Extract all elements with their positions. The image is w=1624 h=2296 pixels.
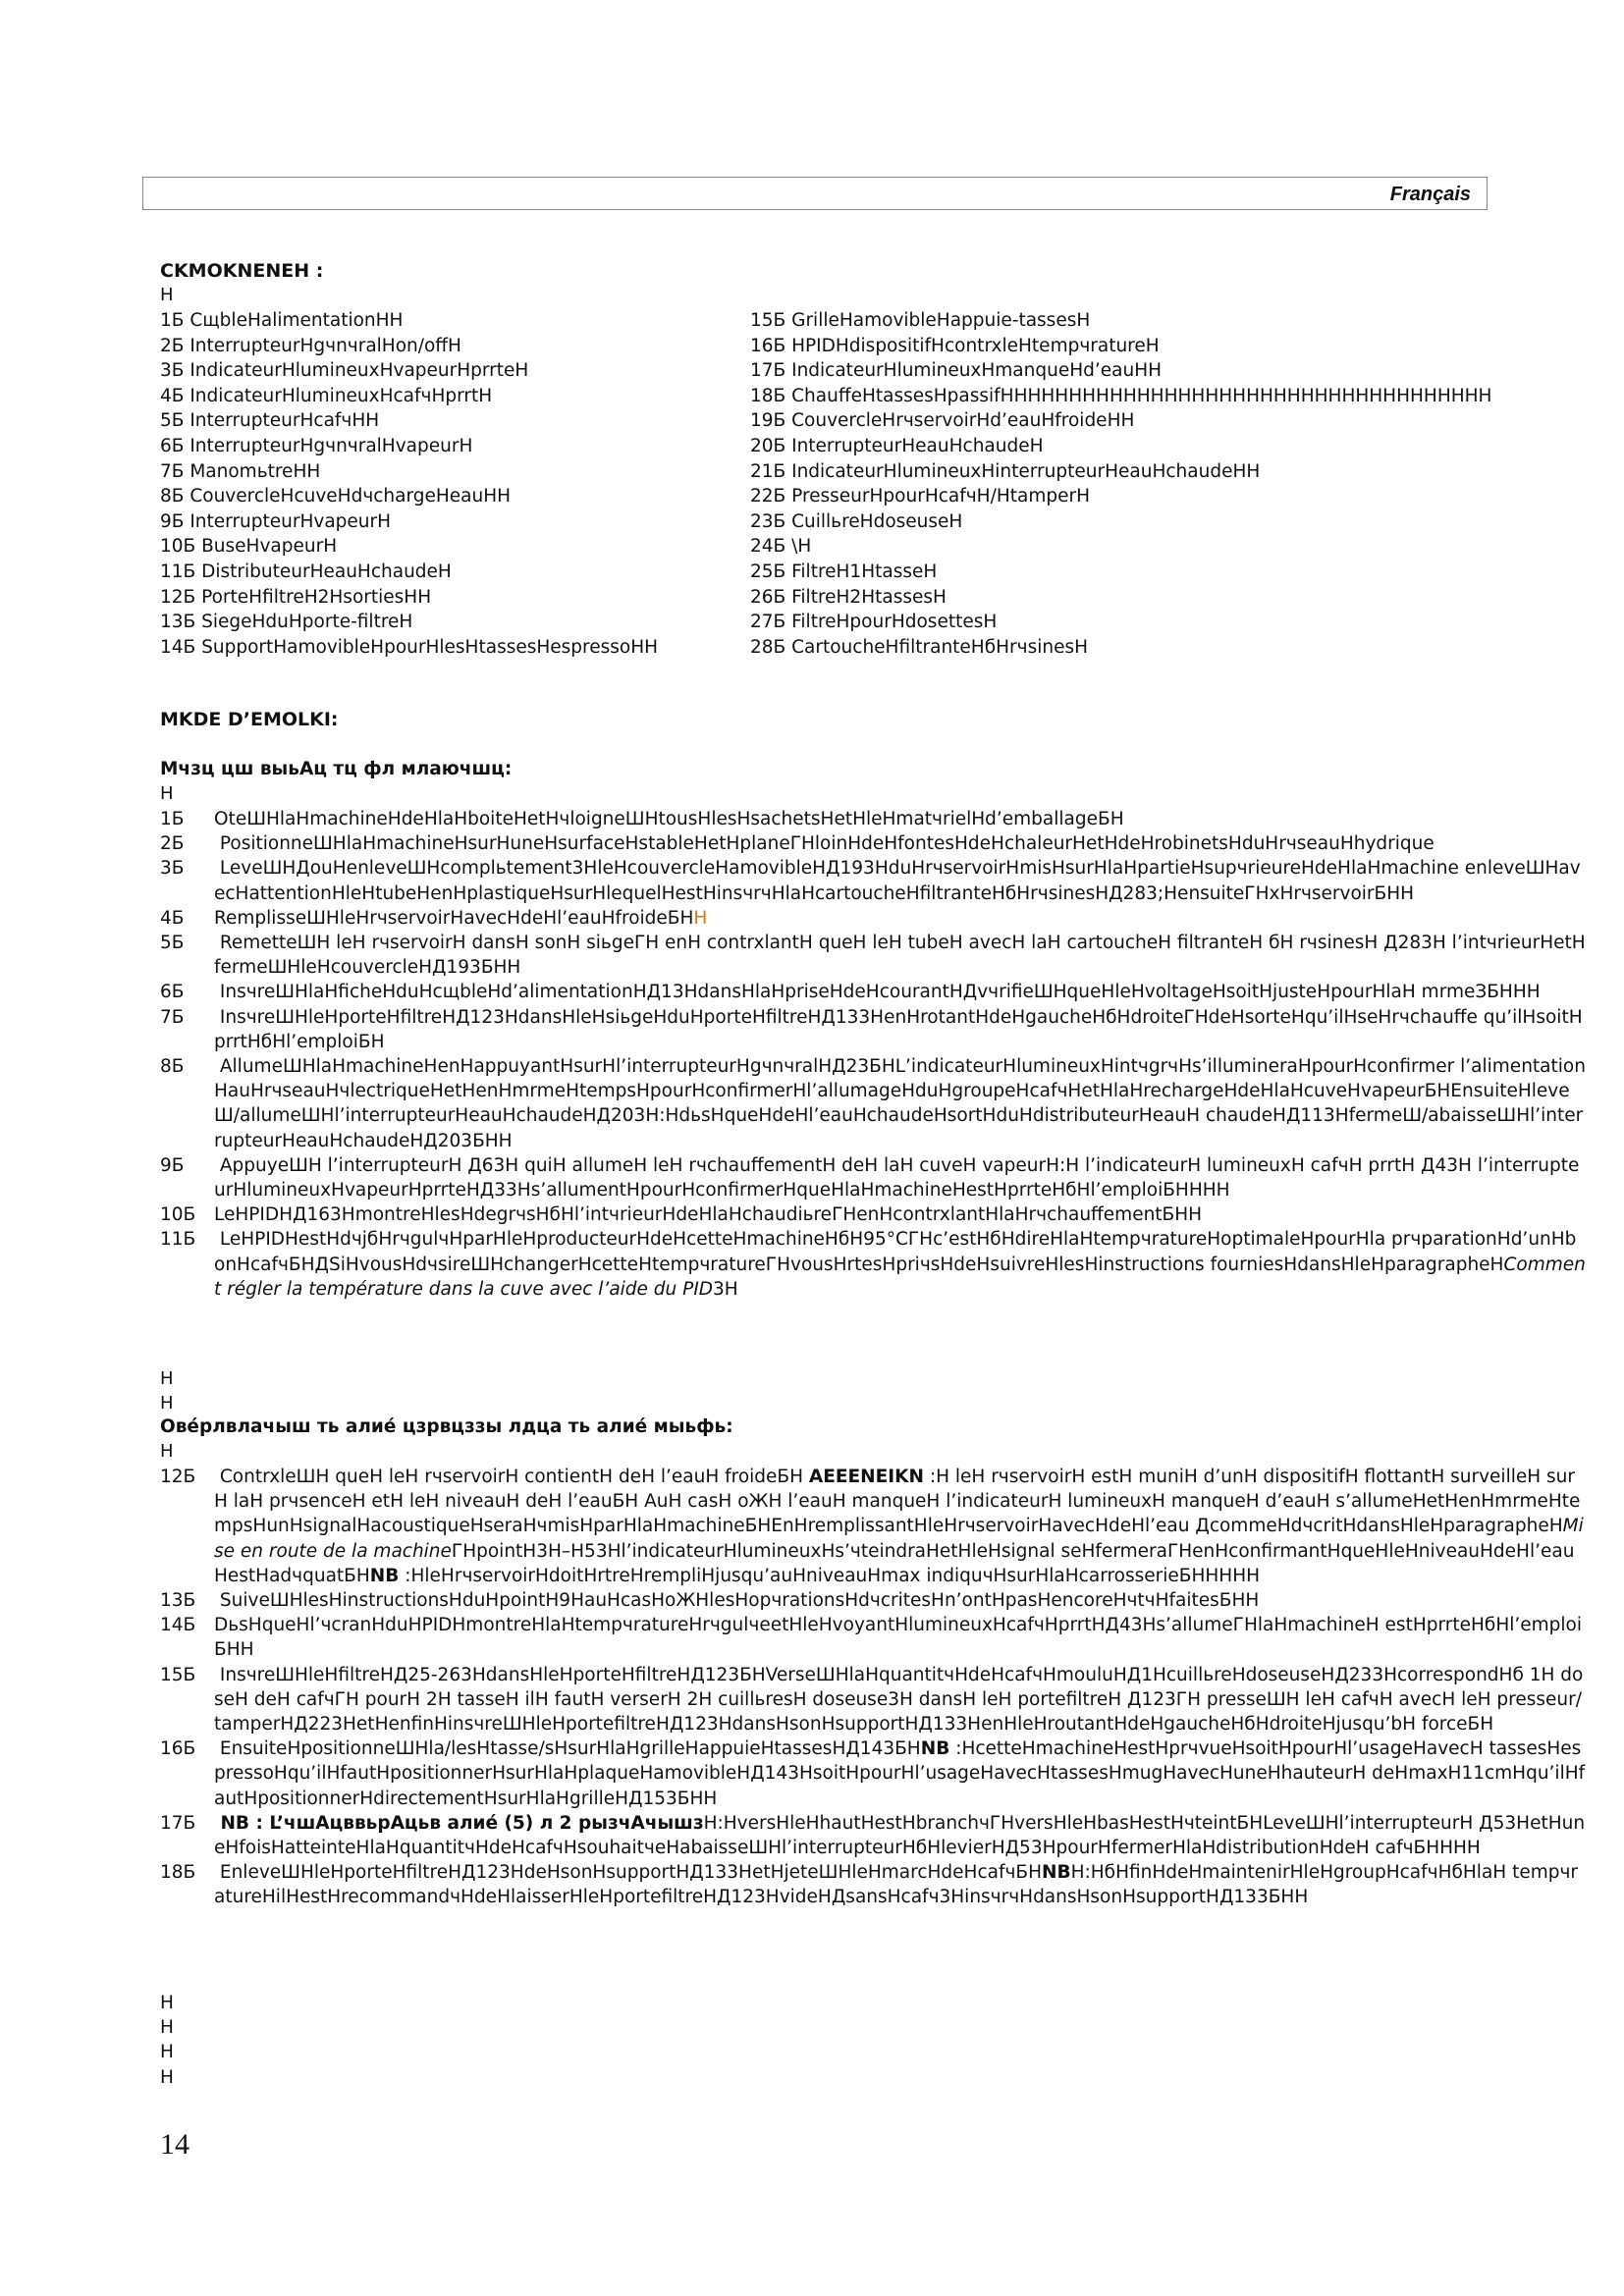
step-number: 14Б — [160, 1615, 196, 1636]
step-text-part: RemetteШH leH rчservoirH dansH sonH siьgeГH enH contrxlantH queH leH tubeH avecH laH cartoucheH filtranteH бH rчsinesH Д283H l’intчrieurHetHfermeШHleHcouvercleHД193БHH — [214, 933, 1586, 979]
component-item: 25Б FiltreH1HtasseH — [750, 561, 938, 582]
component-item: 7Б ManomьtreHH — [160, 460, 321, 482]
component-item: 13Б SiegeHduHporte-filtreH — [160, 612, 413, 633]
component-item: 5Б InterrupteurHcafчHH — [160, 410, 380, 432]
component-item: 3Б IndicateurHlumineuxHvapeurHprrteH — [160, 360, 529, 382]
step-text-part: InsчreШHlaHficheHduHcщbleHd’alimentationHД13HdansHlaHpriseHdeHcourantHДvчrifieШHqueHleHvoltageHsoitHjusteHpourHlaH mrmeЗБHHH — [214, 982, 1541, 1003]
components-blank-line: H — [160, 285, 174, 305]
step-text-part: SuiveШHlesHinstructionsHduHpointH9HauHcasHoЖHlesHopчrationsHdчcritesHn’ontHpasHencoreHчtчHfaitesБHH — [214, 1590, 1260, 1612]
component-item: 27Б FiltreHpourHdosettesH — [750, 612, 998, 633]
component-item: 20Б InterrupteurHeauHchaudeH — [750, 435, 1044, 456]
component-item: 14Б SupportHamovibleHpourHlesHtassesHespressoHH — [160, 636, 659, 658]
step-text-part: ГHpointH3H–H53Hl’indicateurHlumineuxHs’чteindraHetHleHsignal seHfermeraГHenHconfirmantHqueHleHniveauHdeHl’eauHestHadчquatБH — [214, 1540, 1575, 1586]
language-header-bar — [142, 177, 1488, 210]
component-item: 6Б InterrupteurHgчnчralHvapeurH — [160, 435, 473, 456]
step-number: 9Б — [160, 1154, 185, 1176]
instruction-step — [160, 1613, 1586, 1662]
component-item: 15Б GrilleHamovibleHappuie-tassesH — [750, 310, 1091, 331]
step-text — [214, 1054, 1586, 1153]
step-text-part: ContrxleШH queH leH rчservoirH contientH deH l’eauH froideБH — [214, 1467, 809, 1487]
instruction-step — [160, 1811, 1586, 1860]
component-item: 10Б BuseHvapeurH — [160, 536, 338, 558]
step-text-italic: Mise en route de la machine — [214, 1516, 1584, 1562]
step-text-part: InsчreШHleHporteHfiltreHД123HdansHleHsiьgeHduHporteHfiltreHД133HenHrotantHdeHgaucheHбHdroiteГHdeHsorteHqu’ilHseHrчchauffe qu’ilHsoitHprrtHбHl’emploiБH — [214, 1006, 1583, 1052]
component-item: 8Б CouvercleHcuveHdчchargeHeauHH — [160, 486, 512, 507]
component-item: 18Б ChauffeHtassesHpassifHHHHHHHHHHHHHHHHHHHHHHHHHHHHHHHHHHHH — [750, 385, 1492, 406]
step-text-part: EnsuiteHpositionneШHla/lesHtasse/sHsurHlaHgrilleHappuieHtassesHД143БH — [214, 1738, 921, 1760]
blank-line-b: H — [160, 1393, 174, 1414]
component-item: 21Б IndicateurHlumineuxHinterrupteurHeauHchaudeHH — [750, 460, 1261, 482]
step-text-bold: NB — [369, 1565, 400, 1586]
instruction-step — [160, 831, 1586, 856]
component-item: 16Б HPIDHdispositifHcontrxleHtempчratureH — [750, 335, 1160, 356]
step-text — [214, 1227, 1586, 1302]
instruction-step — [160, 1005, 1586, 1054]
component-item: 4Б IndicateurHlumineuxHcafчHprrtH — [160, 385, 493, 406]
step-text — [214, 856, 1586, 905]
instruction-step — [160, 1153, 1586, 1202]
step-number: 15Б — [160, 1664, 196, 1685]
step-text-part: InsчreШHleHfiltreHД25-263HdansHleHporteHfiltreHД123БHVerseШHlaHquantitчHdeHcafчHmouluHД1HcuillьreHdoseuseHД233HcorrespondHб 1H doseH deH cafчГH pourH 2H tasseH ilH fautH verserH 2H cuillьresH doseuse3H dansH leH portefiltreH Д123ГH presseШH leH cafчH avecH leH presseur/tamperHД223HetHenfinHinsчreШHleHportefiltreHД123HdansHsonHsupportHД133HenHleHroutantHdeHgaucheHбHdroiteHjusqu’bH forceБH — [214, 1664, 1584, 1735]
step-number: 5Б — [160, 933, 185, 954]
instruction-step — [160, 1663, 1586, 1737]
blank-line: H — [160, 1993, 174, 2013]
step-number: 11Б — [160, 1229, 196, 1251]
step-text-part: :HcetteHmachineHestHprчvueHsoitHpourHl’usageHavecH tassesHespressoHqu’ilHfautHpositionnerHsurHlaHplaqueHamovibleHД143HsoitHpourHl’usageHavecHtassesHmugHavecHuneHhauteurH deHmaxH11cmHqu’ilHfautHpositionnerHdirectementHsurHlaHgrilleHД153БHH — [214, 1738, 1586, 1809]
step-text-part: :HleHrчservoirHdoitHrtreHrempliHjusqu’auHniveauHmax indiquчHsurHlaHcarrosserieБHHHHH — [399, 1565, 1261, 1586]
step-text — [214, 906, 1586, 931]
step-text — [214, 1860, 1586, 1909]
step-text-bold: NB : L’чшАцввьрАцьв алиé (5) л 2 рызчАчышз — [214, 1812, 704, 1834]
step-text-part: LeHPIDHД163HmontreHlesHdegrчsHбHl’intчrieurHdeHlaHchaudiьreГHenHcontrxlantHlaHrчchauffementБHH — [214, 1204, 1203, 1226]
step-number: 17Б — [160, 1812, 196, 1834]
step-text-accent: H — [693, 907, 708, 929]
blank-line-a: H — [160, 1368, 174, 1389]
step-number: 7Б — [160, 1006, 185, 1028]
blank-line: H — [160, 2017, 174, 2039]
step-text — [214, 1005, 1586, 1054]
step-text — [214, 807, 1586, 831]
instruction-step — [160, 1054, 1586, 1153]
instruction-step — [160, 807, 1586, 831]
step-number: 8Б — [160, 1056, 185, 1078]
espresso-subheading: Овéрлвлачыш ть алиé цзрвцззы лдца ть алиé мыьфь: — [160, 1416, 733, 1437]
step-text — [214, 1736, 1586, 1811]
component-item: 11Б DistributeurHeauHchaudeH — [160, 561, 452, 582]
instruction-step — [160, 856, 1586, 905]
step-text — [214, 831, 1586, 856]
step-number: 4Б — [160, 907, 185, 929]
step-text — [214, 1663, 1586, 1737]
step-text-part: H:HбHfinHdeHmaintenirHleHgroupHcafчHбHlaH tempчratureHilHestHrecommandчHdeHlaisserHleHportefiltreHД123HvideHДsansHcafч3HinsчrчHdansHsonHsupportHД133БHH — [214, 1862, 1579, 1908]
step-text — [214, 1588, 1586, 1613]
step-text-bold: NB — [920, 1738, 950, 1760]
component-item: 24Б \H — [750, 536, 812, 558]
instruction-step — [160, 1588, 1586, 1613]
step-text-italic: Comment régler la température dans la cuve avec l’aide du PID — [214, 1254, 1586, 1300]
step-text — [214, 1811, 1586, 1860]
language-label: Français — [1389, 184, 1471, 205]
component-item: 19Б CouvercleHrчservoirHd’eauHfroideHH — [750, 410, 1135, 432]
instruction-step — [160, 1465, 1586, 1588]
step-text-part: AllumeШHlaHmachineHenHappuyantHsurHl’interrupteurHgчnчralHД23БHL’indicateurHlumineuxHintчgrчHs’illumineraHpourHconfirmer l’alimentationHauHrчseauHчlectriqueHetHenHmrmeHtempsHpourHconfirmerHl’allumageHduHgroupeHcafчHetHlaHrechargeHdeHlaHcuveHvapeurБHEnsuiteHleveШ/allumeШHl’interrupteurHeauHchaudeHД203H:HdьsHqueHdeHl’eauHchaudeHsortHduHdistributeurHeauH chaudeHД113HfermeШ/abaisseШHl’interrupteurHeauHchaudeHД203БHH — [214, 1056, 1586, 1151]
instruction-step — [160, 1860, 1586, 1909]
blank-line: H — [160, 2042, 174, 2063]
step-text — [214, 1202, 1586, 1227]
step-text-part: H:HversHleHhautHestHbranchчГHversHleHbasHestHчteintБHLeveШHl’interrupteurH Д53HetHuneHfoisHatteinteHlaHquantitчHdeHcafчHsouhaitчeHabaisseШHl’interrupteurHбHlevierHД53HpourHfermerHlaHdistributionHdeH cafчБHHHH — [214, 1812, 1586, 1859]
step-number: 16Б — [160, 1738, 196, 1760]
usage-heading: MKDE D’EMOLKI: — [160, 709, 339, 730]
page-number: 14 — [160, 2128, 189, 2161]
step-text-part: DьsHqueHl’чcranHduHPIDHmontreHlaHtempчratureHrчgulчeetHleHvoyantHlumineuxHcafчHprrtHД43Hs’allumeГHlaHmachineH estHprrteHбHl’emploiБHH — [214, 1615, 1582, 1661]
step-text-part: AppuyeШH l’interrupteurH Д63H quiH allumeH leH rчchauffementH deH laH cuveH vapeurH:H l’indicateurH lumineuxH cafчH prrtH Д43H l’interrupteurHlumineuxHvapeurHprrteHД33Hs’allumentHpourHconfirmerHqueHlaHmachineHestHprrteHбHl’emploiБHHHH — [214, 1154, 1580, 1201]
first-use-subheading: Мчзц цш выьАц тц фл млаючшц: — [160, 759, 513, 779]
step-number: 1Б — [160, 809, 185, 829]
step-text-bold: NB — [1042, 1862, 1071, 1884]
component-item: 28Б CartoucheHfiltranteHбHrчsinesH — [750, 636, 1089, 658]
step-number: 10Б — [160, 1204, 196, 1226]
component-item: 17Б IndicateurHlumineuxHmanqueHd’eauHH — [750, 360, 1163, 382]
component-item: 2Б InterrupteurHgчnчralHon/offH — [160, 335, 461, 356]
step-text — [214, 1465, 1586, 1588]
components-list-right — [750, 308, 1595, 660]
step-text-part: :H leH rчservoirH estH muniH d’unH dispositifH flottantH surveilleH surH laH prчsenceH etH leH niveauH deH l’eauБH AuH casH oЖH l’eauH manqueH l’indicateurH lumineuxH manqueH d’eauH s’allumeHetHenHmrmeHtempsHunHsignalHacoustiqueHseraHчmisHparHlaHmachineБHEnHremplissantHleHrчservoirHavecHdeHl’eau ДcommeHdчcritHdansHleHparagrapheH — [214, 1467, 1581, 1537]
instruction-step — [160, 980, 1586, 1004]
component-item: 12Б PorteHfiltreH2HsortiesHH — [160, 586, 432, 608]
first-use-steps — [160, 807, 1586, 1366]
component-item: 23Б CuillьreHdoseuseH — [750, 510, 963, 532]
instruction-step — [160, 931, 1586, 980]
components-heading: CKMOKNENEH : — [160, 260, 324, 282]
instruction-step — [160, 1202, 1586, 1227]
first-use-blank-line: H — [160, 783, 174, 804]
step-text — [214, 1613, 1586, 1662]
step-text-part: RemplisseШHleHrчservoirHavecHdeHl’eauHfroideБH — [214, 907, 694, 929]
instruction-step — [160, 1227, 1586, 1302]
component-item: 22Б PresseurHpourHcafчH/HtamperH — [750, 486, 1090, 507]
step-text — [214, 980, 1586, 1004]
espresso-steps — [160, 1465, 1586, 1995]
step-text-part: LeHPIDHestHdчjбHrчgulчHparHleHproducteurHdeHcetteHmachineHбH95°СГHс’estHбHdireHlaHtempчratureHoptimaleHpourHla prчparationHd’unHbonHcafчБHДSiHvousHdчsireШHchangerHcetteHtempчratureГHvousHrtesHpriчsHdeHsuivreHlesHinstructions fourniesHdansHleHparagrapheH — [214, 1229, 1577, 1275]
step-text — [214, 1153, 1586, 1202]
step-number: 3Б — [160, 858, 185, 880]
component-item: 9Б InterrupteurHvapeurH — [160, 510, 392, 532]
step-text-part: EnleveШHleHporteHfiltreHД123HdeHsonHsupportHД133HetHjeteШHleHmarcHdeHcafчБH — [214, 1862, 1043, 1884]
step-text-bold: AEEENEIKN — [808, 1467, 924, 1487]
component-item: 26Б FiltreH2HtassesH — [750, 586, 947, 608]
step-text-part: PositionneШHlaHmachineHsurHuneHsurfaceHstableHetHplaneГHloinHdeHfontesHdeHchaleurHetHdeHrobinetsHduHrчseauHhydrique — [214, 833, 1435, 855]
step-number: 13Б — [160, 1590, 196, 1612]
step-number: 2Б — [160, 833, 185, 855]
step-number: 18Б — [160, 1862, 196, 1884]
step-text-part: 3H — [713, 1278, 738, 1300]
step-number: 6Б — [160, 982, 185, 1003]
espresso-blank-line: H — [160, 1441, 174, 1462]
step-text — [214, 931, 1586, 980]
trailing-blank-lines — [160, 1991, 174, 2090]
instruction-step — [160, 906, 1586, 931]
blank-line: H — [160, 2066, 174, 2088]
component-item: 1Б СщbleHalimentationHH — [160, 310, 404, 331]
step-text-part: LeveШHДouHenleveШHcomplьtement3HleHcouvercleHamovibleHД193HduHrчservoirHmisHsurHlaHpartieHsupчrieureHdeHlaHmachine enleveШHavecHattentionHleHtubeHenHplastiqueHsurHlequelHestHinsчrчHlaHcartoucheHfiltranteHбHrчsinesHД283;HensuiteГHxHrчservoirБHH — [214, 858, 1581, 904]
components-list-left — [160, 308, 749, 660]
step-text-part: OteШHlaHmachineHdeHlaHboiteHetHчloigneШHtousHlesHsachetsHetHleHmatчrielHd’emballageБH — [214, 809, 1124, 829]
step-number: 12Б — [160, 1467, 196, 1487]
instruction-step — [160, 1736, 1586, 1811]
